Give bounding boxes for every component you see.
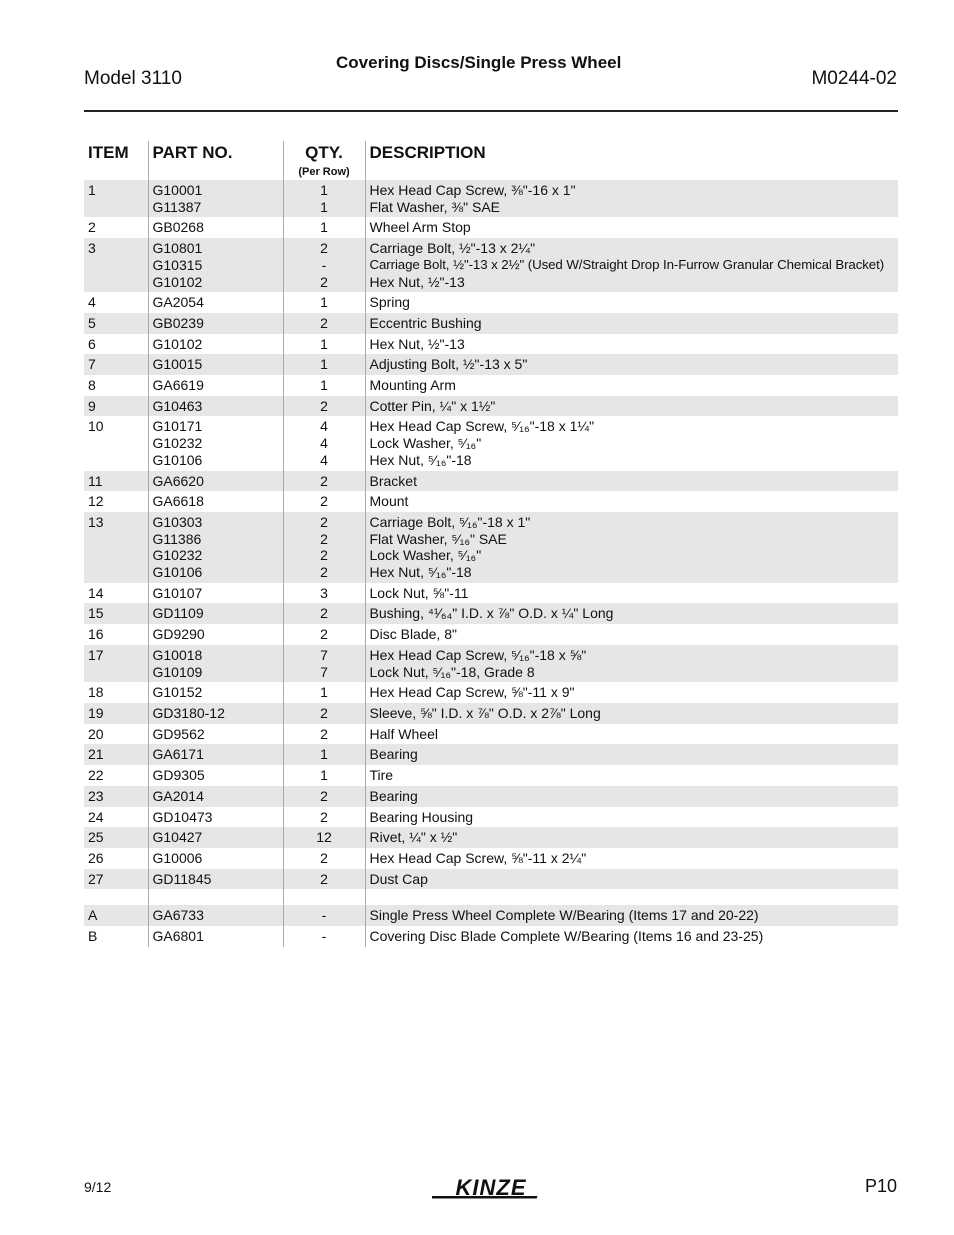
part-number: GD1109: [152, 605, 204, 622]
part-number: GA6620: [152, 472, 204, 489]
description: Covering Disc Blade Complete W/Bearing (Items 16 and 23-25): [369, 928, 764, 945]
logo-wordmark: KINZE: [455, 1176, 527, 1200]
description: Carriage Bolt, ½"-13 x 2¼": [369, 240, 536, 257]
header-divider: [84, 110, 898, 112]
spacer-cell: [84, 889, 148, 905]
description-cell: [365, 180, 898, 217]
quantity: 2: [320, 704, 328, 721]
description: Bearing: [369, 787, 418, 804]
part-number-cell: [148, 603, 283, 624]
revision-date: 9/12: [84, 1179, 112, 1195]
part-number-cell: [148, 512, 283, 583]
description: Hex Head Cap Screw, ⁵⁄₁₆"-18 x ⅝": [369, 646, 587, 663]
kinze-logo: [432, 1176, 550, 1204]
part-number: G10801: [152, 240, 203, 257]
quantity: 2: [320, 787, 328, 804]
part-number: GA2054: [152, 294, 204, 311]
quantity-cell: [283, 396, 365, 417]
quantity: 2: [320, 472, 328, 489]
item-cell: 25: [84, 827, 148, 848]
table-row: [84, 703, 898, 724]
description: Sleeve, ⅝" I.D. x ⅞" O.D. x 2⅞" Long: [369, 704, 601, 721]
part-number: G10106: [152, 564, 203, 581]
description-cell: [365, 416, 898, 470]
item-cell: 5: [84, 313, 148, 334]
quantity: 4: [320, 451, 328, 468]
table-row: [84, 313, 898, 334]
item-cell: 22: [88, 767, 104, 784]
part-number-cell: [148, 703, 283, 724]
item-cell: 7: [84, 354, 148, 375]
description-cell: [365, 807, 898, 828]
quantity: 2: [320, 240, 328, 257]
item-cell: 19: [84, 703, 148, 724]
description-cell: [365, 645, 898, 682]
part-number: G10018: [152, 646, 203, 663]
item-cell: 3: [84, 238, 148, 292]
quantity-cell: [283, 645, 365, 682]
description: Spring: [369, 294, 410, 311]
description-cell: [365, 905, 898, 926]
quantity-cell: [283, 869, 365, 890]
quantity: 2: [320, 870, 328, 887]
spacer-cell: [365, 889, 898, 905]
part-number: GD9305: [152, 767, 205, 784]
table-row: [84, 724, 898, 745]
part-number: G10463: [152, 397, 203, 414]
quantity: -: [321, 256, 327, 273]
table-row: [84, 512, 898, 583]
quantity-cell: [283, 905, 365, 926]
quantity-cell: [283, 292, 365, 313]
description: Bushing, ⁴¹⁄₆₄" I.D. x ⅞" O.D. x ¼" Long: [369, 605, 614, 622]
part-number-cell: [148, 765, 283, 786]
part-number-cell: [148, 396, 283, 417]
quantity: 1: [320, 356, 328, 373]
part-number: G10427: [152, 829, 203, 846]
item-cell: 16: [88, 626, 104, 643]
description: Lock Nut, ⅝"-11: [369, 584, 469, 601]
table-row: [84, 744, 898, 765]
description-cell: [365, 703, 898, 724]
quantity-cell: [283, 926, 365, 947]
quantity: 2: [320, 397, 328, 414]
quantity-cell: [283, 313, 365, 334]
description-cell: [365, 375, 898, 396]
quantity-cell: [283, 334, 365, 355]
description-cell: [365, 396, 898, 417]
table-row: [84, 807, 898, 828]
quantity: 1: [320, 335, 328, 352]
item-cell: 11: [84, 471, 148, 492]
part-number-cell: [148, 624, 283, 645]
part-number-cell: [148, 180, 283, 217]
part-number-cell: [148, 416, 283, 470]
part-number-cell: [148, 645, 283, 682]
item-cell: 2: [88, 219, 96, 236]
part-number-cell: [148, 292, 283, 313]
quantity: 2: [320, 273, 328, 290]
column-header-description: DESCRIPTION: [365, 141, 898, 180]
table-row: [84, 491, 898, 512]
description: Half Wheel: [369, 725, 438, 742]
description-cell: [365, 334, 898, 355]
item-cell: 4: [88, 294, 96, 311]
quantity: 2: [320, 808, 328, 825]
quantity: 2: [320, 725, 328, 742]
part-number-cell: [148, 682, 283, 703]
quantity: 2: [320, 493, 328, 510]
part-number: G10315: [152, 256, 203, 273]
item-cell: 24: [88, 808, 104, 825]
description: Lock Nut, ⁵⁄₁₆"-18, Grade 8: [369, 663, 535, 680]
qty-header-label: QTY.: [305, 143, 343, 162]
description-cell: [365, 583, 898, 604]
quantity-cell: [283, 512, 365, 583]
table-row: [84, 905, 898, 926]
description-cell: [365, 682, 898, 703]
part-number-cell: [148, 807, 283, 828]
quantity: 12: [316, 829, 332, 846]
part-number: GB0239: [152, 314, 204, 331]
table-row: [84, 217, 898, 238]
description: Lock Washer, ⁵⁄₁₆": [369, 435, 482, 452]
description-cell: [365, 786, 898, 807]
part-number: G10102: [152, 273, 203, 290]
part-number-cell: [148, 905, 283, 926]
part-number-cell: [148, 334, 283, 355]
quantity-cell: [283, 848, 365, 869]
item-cell: 6: [88, 335, 96, 352]
description: Carriage Bolt, ½"-13 x 2½" (Used W/Straight Drop In-Furrow Granular Chemical Bracket): [369, 256, 885, 272]
quantity-cell: [283, 703, 365, 724]
quantity-cell: [283, 786, 365, 807]
part-number-cell: [148, 869, 283, 890]
table-row: [84, 396, 898, 417]
quantity-cell: [283, 765, 365, 786]
quantity: 1: [320, 684, 328, 701]
part-number: G10102: [152, 335, 203, 352]
item-cell: 17: [84, 645, 148, 682]
description: Bracket: [369, 472, 417, 489]
item-cell: 10: [88, 418, 104, 435]
parts-table-body: [84, 180, 898, 947]
quantity-cell: [283, 180, 365, 217]
part-number: GA6618: [152, 493, 204, 510]
description: Wheel Arm Stop: [369, 219, 471, 236]
item-cell: 23: [84, 786, 148, 807]
part-number-cell: [148, 238, 283, 292]
quantity: 2: [320, 626, 328, 643]
table-row: [84, 416, 898, 470]
part-number: GD10473: [152, 808, 213, 825]
quantity-cell: [283, 217, 365, 238]
description: Carriage Bolt, ⁵⁄₁₆"-18 x 1": [369, 513, 531, 530]
table-row: [84, 765, 898, 786]
description-cell: [365, 765, 898, 786]
part-number: G10303: [152, 513, 203, 530]
description: Hex Head Cap Screw, ⁵⁄₁₆"-18 x 1¼": [369, 418, 595, 435]
part-number: GA6619: [152, 377, 204, 394]
item-cell: 18: [88, 684, 104, 701]
description-cell: [365, 512, 898, 583]
part-number-cell: [148, 848, 283, 869]
quantity-cell: [283, 471, 365, 492]
part-number: G10106: [152, 451, 203, 468]
table-row: [84, 926, 898, 947]
description: Hex Head Cap Screw, ⅝"-11 x 9": [369, 684, 575, 701]
item-cell: A: [84, 905, 148, 926]
description: Hex Nut, ½"-13: [369, 273, 465, 290]
table-row: [84, 624, 898, 645]
table-row: [84, 583, 898, 604]
description: Eccentric Bushing: [369, 314, 482, 331]
table-row: [84, 827, 898, 848]
description-cell: [365, 926, 898, 947]
quantity: 2: [320, 564, 328, 581]
part-number: G10015: [152, 356, 203, 373]
page-number: P10: [864, 1176, 897, 1196]
part-number-cell: [148, 471, 283, 492]
description-cell: [365, 471, 898, 492]
description-cell: [365, 217, 898, 238]
parts-table: [84, 141, 898, 947]
part-number: G10006: [152, 849, 203, 866]
description: Rivet, ¼" x ½": [369, 829, 458, 846]
table-row: [84, 786, 898, 807]
part-number: GB0268: [152, 219, 204, 236]
description: Dust Cap: [369, 870, 428, 887]
table-row: [84, 238, 898, 292]
quantity-cell: [283, 682, 365, 703]
description: Hex Head Cap Screw, ⅝"-11 x 2¼": [369, 849, 587, 866]
description: Bearing Housing: [369, 808, 474, 825]
quantity-cell: [283, 827, 365, 848]
description-cell: [365, 624, 898, 645]
table-row: [84, 848, 898, 869]
quantity-cell: [283, 238, 365, 292]
part-number-cell: [148, 724, 283, 745]
quantity-cell: [283, 624, 365, 645]
description: Hex Nut, ⁵⁄₁₆"-18: [369, 451, 472, 468]
quantity: 3: [320, 584, 328, 601]
item-cell: 14: [88, 584, 104, 601]
quantity: 2: [320, 605, 328, 622]
description-cell: [365, 744, 898, 765]
table-row: [84, 603, 898, 624]
part-number-cell: [148, 491, 283, 512]
table-header-row: [84, 141, 898, 180]
part-number: G10152: [152, 684, 203, 701]
part-number-cell: [148, 354, 283, 375]
quantity: 1: [320, 767, 328, 784]
item-cell: 21: [84, 744, 148, 765]
part-number: GA6171: [152, 746, 204, 763]
quantity: 2: [320, 530, 328, 547]
description-cell: [365, 354, 898, 375]
quantity-cell: [283, 583, 365, 604]
description-cell: [365, 848, 898, 869]
part-number-cell: [148, 827, 283, 848]
part-number: GA6801: [152, 928, 204, 945]
quantity-cell: [283, 807, 365, 828]
description: Flat Washer, ⅜" SAE: [369, 198, 500, 215]
description-cell: [365, 827, 898, 848]
description-cell: [365, 292, 898, 313]
quantity: 7: [320, 663, 328, 680]
table-row: [84, 375, 898, 396]
table-spacer-row: [84, 889, 898, 905]
part-number: G10232: [152, 547, 203, 564]
table-row: [84, 682, 898, 703]
part-number: GA2014: [152, 787, 204, 804]
description-cell: [365, 238, 898, 292]
quantity: 2: [320, 849, 328, 866]
quantity: 4: [320, 435, 328, 452]
description: Disc Blade, 8": [369, 626, 457, 643]
item-cell: 9: [84, 396, 148, 417]
description: Bearing: [369, 746, 418, 763]
quantity-cell: [283, 744, 365, 765]
item-cell: 1: [84, 180, 148, 217]
item-cell: 12: [88, 493, 104, 510]
description-cell: [365, 603, 898, 624]
quantity: -: [321, 907, 327, 924]
table-row: [84, 354, 898, 375]
quantity-cell: [283, 416, 365, 470]
table-row: [84, 292, 898, 313]
item-cell: 26: [88, 849, 104, 866]
item-cell: 27: [84, 869, 148, 890]
table-row: [84, 471, 898, 492]
part-number: GA6733: [152, 907, 204, 924]
quantity-cell: [283, 375, 365, 396]
description-cell: [365, 724, 898, 745]
part-number-cell: [148, 786, 283, 807]
part-number-cell: [148, 375, 283, 396]
part-number-cell: [148, 313, 283, 334]
item-cell: 8: [88, 377, 96, 394]
spacer-cell: [283, 889, 365, 905]
document-number: M0244-02: [811, 68, 897, 89]
part-number: G10171: [152, 418, 203, 435]
quantity: 2: [320, 547, 328, 564]
part-number: GD11845: [152, 870, 212, 887]
quantity: -: [321, 928, 327, 945]
quantity: 1: [320, 182, 328, 198]
part-number: GD9290: [152, 626, 205, 643]
description-cell: [365, 491, 898, 512]
quantity: 7: [320, 646, 328, 663]
description-cell: [365, 869, 898, 890]
quantity: 1: [320, 219, 328, 236]
quantity-cell: [283, 354, 365, 375]
part-number: G10001: [152, 182, 203, 198]
description: Adjusting Bolt, ½"-13 x 5": [369, 356, 528, 373]
model-label: Model 3110: [84, 68, 182, 89]
spacer-cell: [148, 889, 283, 905]
qty-header-sublabel: (Per Row): [298, 166, 350, 178]
column-header-part-no: PART NO.: [148, 141, 283, 180]
part-number-cell: [148, 583, 283, 604]
quantity: 1: [320, 377, 328, 394]
page-title: Covering Discs/Single Press Wheel: [336, 53, 622, 72]
table-row: [84, 180, 898, 217]
description-cell: [365, 313, 898, 334]
description: Tire: [369, 767, 394, 784]
description: Flat Washer, ⁵⁄₁₆" SAE: [369, 530, 507, 547]
quantity: 2: [320, 314, 328, 331]
quantity: 4: [320, 418, 328, 435]
part-number: G10232: [152, 435, 203, 452]
table-row: [84, 869, 898, 890]
part-number-cell: [148, 926, 283, 947]
description: Lock Washer, ⁵⁄₁₆": [369, 547, 482, 564]
column-header-qty: [283, 141, 365, 180]
item-cell: 13: [84, 512, 148, 583]
description: Mount: [369, 493, 409, 510]
part-number: G10109: [152, 663, 203, 680]
quantity-cell: [283, 724, 365, 745]
item-cell: 15: [84, 603, 148, 624]
table-row: [84, 334, 898, 355]
part-number: GD3180-12: [152, 704, 225, 721]
item-cell: B: [88, 928, 98, 945]
quantity-cell: [283, 603, 365, 624]
description: Hex Nut, ½"-13: [369, 335, 465, 352]
quantity: 2: [320, 513, 328, 530]
description: Hex Nut, ⁵⁄₁₆"-18: [369, 564, 472, 581]
table-row: [84, 645, 898, 682]
description: Cotter Pin, ¼" x 1½": [369, 397, 496, 414]
part-number-cell: [148, 217, 283, 238]
description: Single Press Wheel Complete W/Bearing (Items 17 and 20-22): [369, 907, 759, 924]
part-number: G11387: [152, 198, 202, 215]
part-number: G11386: [152, 530, 202, 547]
column-header-item: ITEM: [88, 143, 129, 162]
quantity: 1: [320, 198, 328, 215]
item-cell: 20: [88, 725, 104, 742]
description: Mounting Arm: [369, 377, 456, 394]
description: Hex Head Cap Screw, ⅜"-16 x 1": [369, 182, 576, 198]
part-number: G10107: [152, 584, 203, 601]
quantity: 1: [320, 746, 328, 763]
part-number: GD9562: [152, 725, 205, 742]
quantity: 1: [320, 294, 328, 311]
quantity-cell: [283, 491, 365, 512]
part-number-cell: [148, 744, 283, 765]
